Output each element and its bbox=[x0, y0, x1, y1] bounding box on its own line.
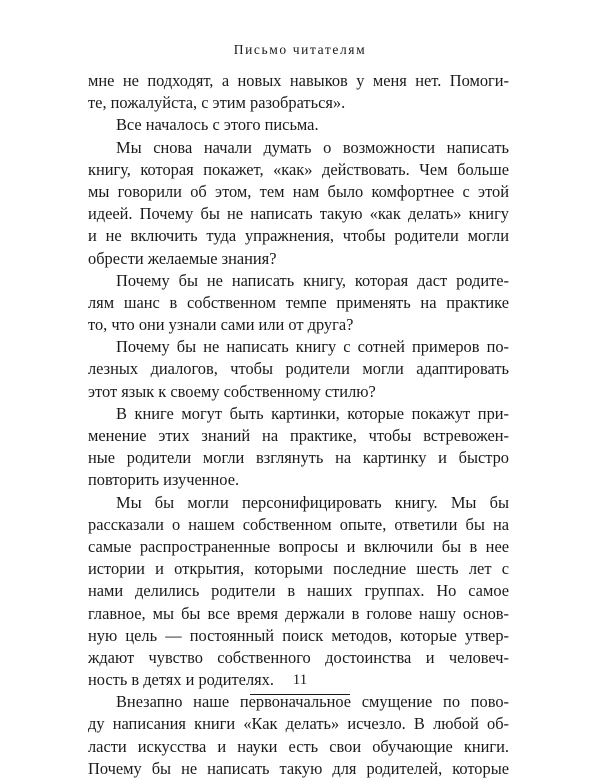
text-line: повторить изученное. bbox=[88, 470, 240, 490]
text-line: истории и открытия, которыми последние шесть лет с bbox=[88, 559, 509, 579]
text-line: В книге могут быть картинки, которые покажут при- bbox=[116, 403, 509, 423]
text-line: Почему бы не написать книгу, которая даст родите- bbox=[116, 270, 509, 290]
text-line: ную цель — постоянный поиск методов, которые утвер- bbox=[88, 625, 509, 645]
text-line: Мы бы могли персонифицировать книгу. Мы бы bbox=[116, 492, 509, 512]
text-line: мне не подходят, а новых навыков у меня нет. Помоги- bbox=[88, 71, 509, 90]
text-line: Почему бы не написать книгу с сотней примеров по- bbox=[116, 337, 509, 357]
text-line: ные родители могли взглянуть на картинку и быстро bbox=[88, 448, 509, 468]
text-line: мы говорили об этом, тем нам было комфортнее с этой bbox=[88, 181, 509, 201]
paragraph bbox=[88, 691, 509, 780]
text-line: менение этих знаний на практике, чтобы встревожен- bbox=[88, 426, 509, 445]
text-line: Внезапно наше первоначальное смущение по пово- bbox=[116, 692, 509, 712]
running-head: Письмо читателям bbox=[233, 42, 367, 57]
text-line: и не включить туда упражнения, чтобы родители могли bbox=[88, 226, 509, 246]
paragraph bbox=[88, 403, 509, 492]
paragraph bbox=[88, 137, 509, 270]
paragraph bbox=[88, 270, 509, 337]
text-line: ждают чувство собственного достоинства и человеч- bbox=[88, 647, 509, 667]
text-line: этот язык к своему собственному стилю? bbox=[88, 381, 376, 401]
text-line: те, пожалуйста, с этим разобраться». bbox=[88, 93, 346, 113]
paragraph bbox=[88, 70, 509, 114]
text-line: главное, мы бы все время держали в голове нашу основ- bbox=[88, 603, 509, 623]
paragraph bbox=[88, 114, 509, 136]
text-line: идеей. Почему бы не написать такую «как делать» книгу bbox=[88, 204, 509, 224]
paragraph bbox=[88, 492, 509, 692]
text-line: лезных диалогов, чтобы родители могли адаптировать bbox=[88, 359, 509, 379]
text-line: самые распространенные вопросы и включили бы в нее bbox=[88, 536, 509, 556]
text-line: то, что они узнали сами или от друга? bbox=[88, 315, 354, 335]
page-number-rule bbox=[250, 694, 350, 695]
page-number: 11 bbox=[292, 672, 308, 688]
text-line: лям шанс в собственном темпе применять на практике bbox=[88, 292, 509, 312]
text-line: книгу, которая покажет, «как» действовать. Чем больше bbox=[88, 159, 509, 179]
text-line: Мы снова начали думать о возможности написать bbox=[116, 137, 509, 157]
text-line: нами делились родители в наших группах. Но самое bbox=[88, 581, 509, 601]
text-line: ду написания книги «Как делать» исчезло. В любой об- bbox=[88, 714, 509, 734]
text-line: ность в детях и родителях. bbox=[88, 670, 274, 690]
paragraph bbox=[88, 336, 509, 403]
text-line: обрести желаемые знания? bbox=[88, 248, 277, 268]
text-line: Все началось с этого письма. bbox=[116, 115, 319, 135]
text-line: ласти искусства и науки есть свои обучающие книги. bbox=[88, 736, 509, 756]
text-line: рассказали о нашем собственном опыте, ответили бы на bbox=[88, 514, 509, 534]
text-line: Почему бы не написать такую для родителей, которые bbox=[88, 758, 509, 778]
